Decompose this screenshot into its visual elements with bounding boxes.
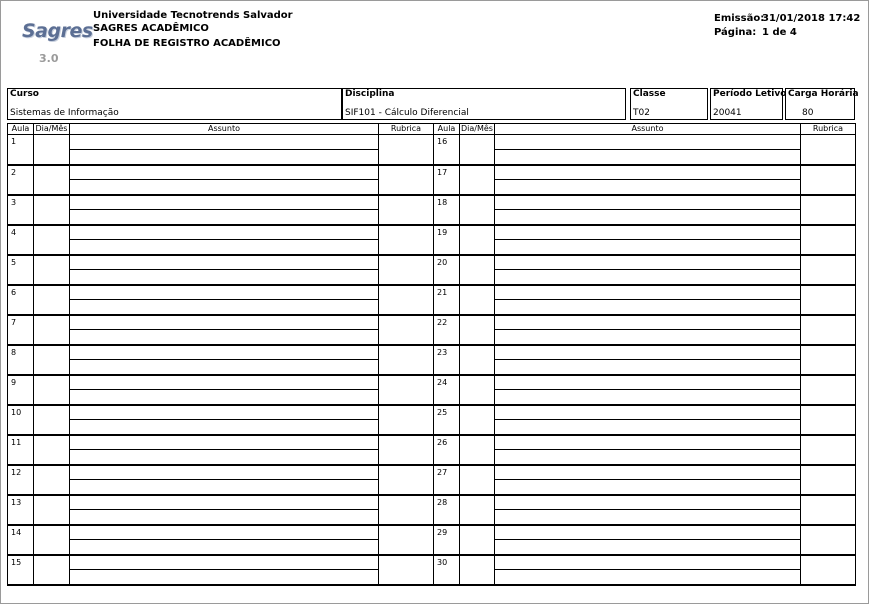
dia-mes-cell[interactable] xyxy=(460,135,495,165)
lesson-row xyxy=(434,375,856,390)
assunto-cell[interactable] xyxy=(495,525,801,540)
rubrica-cell[interactable] xyxy=(379,495,434,525)
lesson-number: 3 xyxy=(8,195,34,225)
rubrica-cell[interactable] xyxy=(801,435,856,465)
lesson-row-continuation xyxy=(8,150,434,165)
assunto-cell[interactable] xyxy=(495,135,801,150)
classe-value: T02 xyxy=(633,108,650,118)
lesson-row xyxy=(434,315,856,330)
carga-value: 80 xyxy=(802,108,814,118)
lesson-number: 5 xyxy=(8,255,34,285)
dia-mes-header: Dia/Mês xyxy=(34,124,70,135)
assunto-cell[interactable] xyxy=(495,495,801,510)
assunto-cell-continuation[interactable] xyxy=(495,570,801,585)
assunto-cell-continuation[interactable] xyxy=(70,510,379,525)
dia-mes-cell[interactable] xyxy=(34,495,70,525)
dia-mes-cell[interactable] xyxy=(34,435,70,465)
dia-mes-header: Dia/Mês xyxy=(461,124,493,133)
dia-mes-cell[interactable] xyxy=(460,435,495,465)
rubrica-cell[interactable] xyxy=(379,525,434,555)
assunto-cell[interactable] xyxy=(495,405,801,420)
rubrica-cell[interactable] xyxy=(379,555,434,585)
dia-mes-cell[interactable] xyxy=(34,255,70,285)
assunto-cell[interactable] xyxy=(70,495,379,510)
lesson-number: 27 xyxy=(434,465,460,495)
lesson-row xyxy=(434,435,856,450)
page-label: Página: xyxy=(714,27,757,38)
dia-mes-cell[interactable] xyxy=(460,405,495,435)
lesson-row-continuation xyxy=(434,510,856,525)
lesson-row xyxy=(434,405,856,420)
lesson-row xyxy=(8,435,434,450)
lesson-row-continuation xyxy=(8,570,434,585)
report-title: FOLHA DE REGISTRO ACADÊMICO xyxy=(93,38,281,49)
assunto-cell[interactable] xyxy=(70,375,379,390)
lesson-row xyxy=(434,255,856,270)
rubrica-cell[interactable] xyxy=(801,405,856,435)
rubrica-cell[interactable] xyxy=(801,345,856,375)
assunto-cell[interactable] xyxy=(70,525,379,540)
rubrica-cell[interactable] xyxy=(801,495,856,525)
assunto-cell[interactable] xyxy=(495,435,801,450)
assunto-cell-continuation[interactable] xyxy=(495,450,801,465)
assunto-cell[interactable] xyxy=(495,165,801,180)
periodo-box xyxy=(710,88,787,120)
assunto-cell[interactable] xyxy=(70,405,379,420)
periodo-label: Período Letivo xyxy=(713,89,787,99)
rubrica-cell[interactable] xyxy=(379,405,434,435)
dia-mes-cell[interactable] xyxy=(34,195,70,225)
assunto-cell-continuation[interactable] xyxy=(70,540,379,555)
dia-mes-cell[interactable] xyxy=(460,465,495,495)
institution-name: Universidade Tecnotrends Salvador xyxy=(93,10,293,21)
assunto-cell-continuation[interactable] xyxy=(70,570,379,585)
curso-box xyxy=(7,88,342,120)
assunto-cell[interactable] xyxy=(70,135,379,150)
classe-label: Classe xyxy=(633,89,666,99)
lesson-number: 13 xyxy=(8,495,34,525)
carga-box xyxy=(785,88,859,120)
lesson-row xyxy=(8,225,434,240)
lesson-row-continuation xyxy=(434,150,856,165)
assunto-cell[interactable] xyxy=(70,345,379,360)
assunto-cell[interactable] xyxy=(70,465,379,480)
lesson-number: 4 xyxy=(8,225,34,255)
lesson-row-continuation xyxy=(434,570,856,585)
rubrica-cell[interactable] xyxy=(801,375,856,405)
lesson-row xyxy=(434,495,856,510)
lesson-number: 22 xyxy=(434,315,460,345)
lesson-row-continuation xyxy=(8,300,434,315)
lesson-row-continuation xyxy=(8,180,434,195)
assunto-cell-continuation[interactable] xyxy=(495,420,801,435)
assunto-cell-continuation[interactable] xyxy=(495,150,801,165)
assunto-cell-continuation[interactable] xyxy=(70,480,379,495)
assunto-cell-continuation[interactable] xyxy=(495,540,801,555)
dia-mes-cell[interactable] xyxy=(34,345,70,375)
dia-mes-cell[interactable] xyxy=(34,225,70,255)
dia-mes-cell[interactable] xyxy=(34,405,70,435)
lesson-number: 10 xyxy=(8,405,34,435)
lesson-row-continuation xyxy=(434,270,856,285)
dia-mes-cell[interactable] xyxy=(460,285,495,315)
assunto-cell-continuation[interactable] xyxy=(495,360,801,375)
lesson-number: 6 xyxy=(8,285,34,315)
assunto-cell[interactable] xyxy=(495,375,801,390)
lesson-row-continuation xyxy=(8,540,434,555)
lesson-row xyxy=(434,165,856,180)
lesson-row-continuation xyxy=(8,510,434,525)
rubrica-cell[interactable] xyxy=(379,345,434,375)
lesson-row xyxy=(8,405,434,420)
assunto-cell-continuation[interactable] xyxy=(70,150,379,165)
lesson-number: 9 xyxy=(8,375,34,405)
lesson-row xyxy=(8,495,434,510)
assunto-cell-continuation[interactable] xyxy=(495,510,801,525)
lesson-row xyxy=(8,135,434,150)
lesson-number: 18 xyxy=(434,195,460,225)
lesson-row xyxy=(8,285,434,300)
emission-value: 31/01/2018 17:42 xyxy=(762,13,861,24)
lesson-number: 25 xyxy=(434,405,460,435)
lesson-row xyxy=(434,345,856,360)
logo-version: 3.0 xyxy=(39,52,59,65)
dia-mes-cell[interactable] xyxy=(34,135,70,165)
register-table-right xyxy=(433,123,856,586)
assunto-cell-continuation[interactable] xyxy=(70,270,379,285)
register-table-left xyxy=(7,123,434,586)
rubrica-cell[interactable] xyxy=(379,135,434,165)
assunto-cell-continuation[interactable] xyxy=(70,210,379,225)
dia-mes-cell[interactable] xyxy=(460,165,495,195)
assunto-cell[interactable] xyxy=(495,285,801,300)
lesson-row xyxy=(8,555,434,570)
assunto-cell-continuation[interactable] xyxy=(495,300,801,315)
lesson-row xyxy=(8,375,434,390)
assunto-cell-continuation[interactable] xyxy=(495,480,801,495)
assunto-cell[interactable] xyxy=(70,255,379,270)
assunto-cell[interactable] xyxy=(70,555,379,570)
lesson-number: 17 xyxy=(434,165,460,195)
dia-mes-cell[interactable] xyxy=(460,195,495,225)
rubrica-cell[interactable] xyxy=(801,315,856,345)
disciplina-box xyxy=(342,88,626,120)
lesson-row-continuation xyxy=(434,480,856,495)
assunto-cell-continuation[interactable] xyxy=(495,180,801,195)
lesson-row xyxy=(434,135,856,150)
lesson-number: 23 xyxy=(434,345,460,375)
lesson-row-continuation xyxy=(434,420,856,435)
lesson-row xyxy=(434,225,856,240)
rubrica-cell[interactable] xyxy=(379,315,434,345)
lesson-row xyxy=(434,555,856,570)
lesson-row-continuation xyxy=(434,210,856,225)
lesson-row xyxy=(434,285,856,300)
periodo-value: 20041 xyxy=(713,108,742,118)
lesson-row-continuation xyxy=(8,420,434,435)
lesson-number: 15 xyxy=(8,555,34,585)
lesson-number: 19 xyxy=(434,225,460,255)
lesson-row-continuation xyxy=(434,240,856,255)
assunto-cell-continuation[interactable] xyxy=(70,300,379,315)
assunto-cell-continuation[interactable] xyxy=(70,390,379,405)
lesson-number: 21 xyxy=(434,285,460,315)
lesson-row-continuation xyxy=(434,330,856,345)
assunto-cell-continuation[interactable] xyxy=(70,240,379,255)
system-name: SAGRES ACADÊMICO xyxy=(93,23,209,34)
assunto-cell[interactable] xyxy=(495,465,801,480)
lesson-row-continuation xyxy=(8,240,434,255)
dia-mes-cell[interactable] xyxy=(34,375,70,405)
lesson-row-continuation xyxy=(8,450,434,465)
carga-label: Carga Horária xyxy=(788,89,859,99)
lesson-row xyxy=(434,525,856,540)
emission-label: Emissão: xyxy=(714,13,765,24)
dia-mes-cell[interactable] xyxy=(34,315,70,345)
assunto-cell[interactable] xyxy=(495,315,801,330)
rubrica-cell[interactable] xyxy=(379,255,434,285)
assunto-cell[interactable] xyxy=(70,285,379,300)
curso-value: Sistemas de Informação xyxy=(10,108,119,118)
assunto-cell[interactable] xyxy=(495,195,801,210)
lesson-row xyxy=(434,195,856,210)
dia-mes-cell[interactable] xyxy=(460,375,495,405)
assunto-cell-continuation[interactable] xyxy=(70,180,379,195)
lesson-number: 8 xyxy=(8,345,34,375)
lesson-number: 20 xyxy=(434,255,460,285)
lesson-row xyxy=(8,195,434,210)
aula-header: Aula xyxy=(434,124,460,135)
assunto-cell[interactable] xyxy=(495,555,801,570)
assunto-cell[interactable] xyxy=(70,195,379,210)
curso-label: Curso xyxy=(10,89,39,99)
rubrica-cell[interactable] xyxy=(801,195,856,225)
dia-mes-cell[interactable] xyxy=(34,525,70,555)
rubrica-cell[interactable] xyxy=(801,465,856,495)
rubrica-header: Rubrica xyxy=(379,124,434,135)
rubrica-cell[interactable] xyxy=(379,195,434,225)
assunto-cell[interactable] xyxy=(70,435,379,450)
rubrica-cell[interactable] xyxy=(801,225,856,255)
dia-mes-cell[interactable] xyxy=(460,255,495,285)
assunto-cell[interactable] xyxy=(70,225,379,240)
lesson-number: 11 xyxy=(8,435,34,465)
lesson-number: 2 xyxy=(8,165,34,195)
classe-box xyxy=(630,88,708,120)
disciplina-value: SIF101 - Cálculo Diferencial xyxy=(345,108,469,118)
assunto-cell[interactable] xyxy=(495,255,801,270)
lesson-row-continuation xyxy=(434,300,856,315)
lesson-row xyxy=(8,165,434,180)
lesson-row-continuation xyxy=(434,360,856,375)
lesson-row-continuation xyxy=(434,180,856,195)
dia-mes-cell[interactable] xyxy=(34,285,70,315)
rubrica-cell[interactable] xyxy=(801,255,856,285)
assunto-cell-continuation[interactable] xyxy=(70,420,379,435)
assunto-header: Assunto xyxy=(70,124,379,135)
assunto-cell-continuation[interactable] xyxy=(70,450,379,465)
lesson-row-continuation xyxy=(434,390,856,405)
dia-mes-cell[interactable] xyxy=(460,525,495,555)
lesson-row-continuation xyxy=(8,390,434,405)
rubrica-cell[interactable] xyxy=(801,285,856,315)
lesson-number: 12 xyxy=(8,465,34,495)
lesson-number: 30 xyxy=(434,555,460,585)
dia-mes-cell[interactable] xyxy=(460,345,495,375)
assunto-cell[interactable] xyxy=(495,345,801,360)
sagres-logo xyxy=(22,20,93,70)
lesson-row-continuation xyxy=(8,270,434,285)
rubrica-cell[interactable] xyxy=(379,285,434,315)
dia-mes-cell[interactable] xyxy=(34,465,70,495)
rubrica-cell[interactable] xyxy=(379,225,434,255)
rubrica-cell[interactable] xyxy=(801,555,856,585)
lesson-number: 1 xyxy=(8,135,34,165)
dia-mes-cell[interactable] xyxy=(460,495,495,525)
assunto-cell[interactable] xyxy=(495,225,801,240)
rubrica-cell[interactable] xyxy=(379,375,434,405)
lesson-number: 29 xyxy=(434,525,460,555)
lesson-row-continuation xyxy=(8,210,434,225)
lesson-number: 24 xyxy=(434,375,460,405)
assunto-cell-continuation[interactable] xyxy=(495,390,801,405)
lesson-row-continuation xyxy=(8,360,434,375)
assunto-cell-continuation[interactable] xyxy=(70,360,379,375)
logo-word: Sagres xyxy=(22,20,93,42)
dia-mes-cell[interactable] xyxy=(34,165,70,195)
aula-header: Aula xyxy=(8,124,34,135)
dia-mes-cell[interactable] xyxy=(460,315,495,345)
rubrica-cell[interactable] xyxy=(379,435,434,465)
assunto-cell-continuation[interactable] xyxy=(495,330,801,345)
lesson-row-continuation xyxy=(8,330,434,345)
rubrica-cell[interactable] xyxy=(801,135,856,165)
lesson-row-continuation xyxy=(8,480,434,495)
page-value: 1 de 4 xyxy=(762,27,797,38)
lesson-row xyxy=(8,465,434,480)
lesson-number: 14 xyxy=(8,525,34,555)
lesson-number: 16 xyxy=(434,135,460,165)
rubrica-cell[interactable] xyxy=(801,165,856,195)
lesson-row xyxy=(434,465,856,480)
assunto-cell-continuation[interactable] xyxy=(495,270,801,285)
rubrica-cell[interactable] xyxy=(801,525,856,555)
assunto-cell-continuation[interactable] xyxy=(70,330,379,345)
dia-mes-cell[interactable] xyxy=(460,225,495,255)
lesson-row xyxy=(8,255,434,270)
assunto-header: Assunto xyxy=(495,124,801,135)
lesson-row xyxy=(8,315,434,330)
rubrica-cell[interactable] xyxy=(379,465,434,495)
assunto-cell-continuation[interactable] xyxy=(495,240,801,255)
lesson-number: 7 xyxy=(8,315,34,345)
assunto-cell[interactable] xyxy=(70,165,379,180)
rubrica-header: Rubrica xyxy=(801,124,856,135)
lesson-row xyxy=(8,345,434,360)
lesson-row-continuation xyxy=(434,450,856,465)
lesson-row-continuation xyxy=(434,540,856,555)
lesson-row xyxy=(8,525,434,540)
disciplina-label: Disciplina xyxy=(345,89,395,99)
assunto-cell[interactable] xyxy=(70,315,379,330)
assunto-cell-continuation[interactable] xyxy=(495,210,801,225)
lesson-number: 26 xyxy=(434,435,460,465)
dia-mes-cell[interactable] xyxy=(34,555,70,585)
dia-mes-cell[interactable] xyxy=(460,555,495,585)
lesson-number: 28 xyxy=(434,495,460,525)
rubrica-cell[interactable] xyxy=(379,165,434,195)
